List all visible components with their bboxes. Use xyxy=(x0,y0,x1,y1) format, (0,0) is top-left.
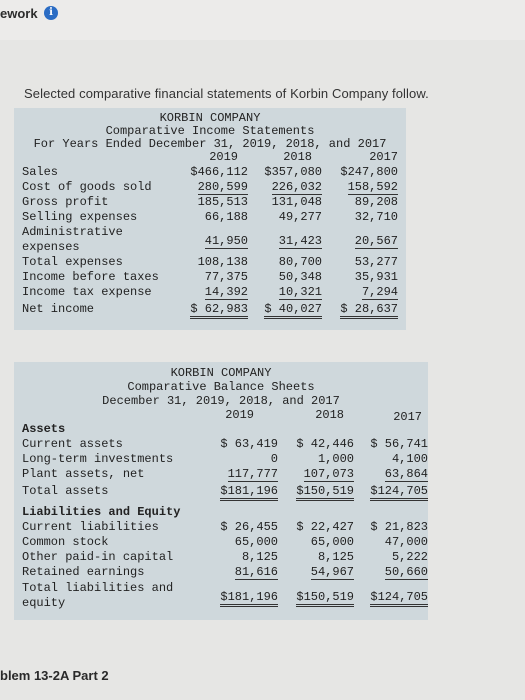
balance-cell: 5,222 xyxy=(391,550,428,564)
income-cell: 80,700 xyxy=(278,255,322,269)
income-period: For Years Ended December 31, 2019, 2018, and 2017 xyxy=(33,137,387,151)
income-year-2018: 2018 xyxy=(283,150,312,164)
balance-cell: $ 21,823 xyxy=(370,520,428,534)
income-cell: 108,138 xyxy=(197,255,248,269)
income-cell: $466,112 xyxy=(190,165,248,179)
income-row-label: Income before taxes xyxy=(22,270,159,284)
balance-cell: $150,519 xyxy=(296,484,354,501)
balance-row-label: Retained earnings xyxy=(22,565,145,579)
income-cell: 49,277 xyxy=(278,210,322,224)
balance-cell: 50,660 xyxy=(384,565,428,579)
brand-label: ework xyxy=(0,6,38,21)
income-row-label: Administrative xyxy=(22,225,123,239)
balance-row-label: Current assets xyxy=(22,437,123,451)
balance-cell: 117,777 xyxy=(227,467,278,481)
income-cell: 31,423 xyxy=(278,234,322,248)
income-cell: 10,321 xyxy=(278,285,322,299)
balance-year-2017: 2017 xyxy=(393,410,422,424)
balance-row-label: Total liabilities and xyxy=(22,581,174,595)
income-year-2017: 2017 xyxy=(369,150,398,164)
balance-cell: $150,519 xyxy=(296,590,354,607)
income-cell: 158,592 xyxy=(347,180,398,194)
balance-cell: $181,196 xyxy=(220,590,278,607)
balance-cell: 8,125 xyxy=(317,550,354,564)
balance-row-label: Current liabilities xyxy=(22,520,159,534)
income-row-label: Net income xyxy=(22,302,95,316)
income-row-label: Sales xyxy=(22,165,59,179)
income-title: Comparative Income Statements xyxy=(105,124,315,138)
balance-cell: 65,000 xyxy=(310,535,354,549)
balance-cell: 8,125 xyxy=(241,550,278,564)
balance-row-label: Common stock xyxy=(22,535,109,549)
balance-row-label-cont: equity xyxy=(22,596,66,610)
balance-title: Comparative Balance Sheets xyxy=(127,380,315,394)
income-cell: $ 40,027 xyxy=(264,302,322,319)
income-row-label-cont: expenses xyxy=(22,240,80,254)
liabilities-heading: Liabilities and Equity xyxy=(22,505,181,519)
income-cell: $247,800 xyxy=(340,165,398,179)
balance-cell: $ 56,741 xyxy=(370,437,428,451)
income-row-label: Gross profit xyxy=(22,195,109,209)
income-cell: 41,950 xyxy=(204,234,248,248)
income-cell: 280,599 xyxy=(197,180,248,194)
balance-sheet-table xyxy=(14,362,428,620)
balance-cell: 0 xyxy=(270,452,278,466)
balance-cell: 1,000 xyxy=(317,452,354,466)
income-cell: 131,048 xyxy=(271,195,322,209)
income-cell: 77,375 xyxy=(204,270,248,284)
balance-cell: 47,000 xyxy=(384,535,428,549)
income-cell: 32,710 xyxy=(354,210,398,224)
balance-row-label: Plant assets, net xyxy=(22,467,145,481)
income-cell: 20,567 xyxy=(354,234,398,248)
balance-period: December 31, 2019, 2018, and 2017 xyxy=(102,394,340,408)
income-cell: 14,392 xyxy=(204,285,248,299)
balance-cell: 65,000 xyxy=(234,535,278,549)
balance-year-2019: 2019 xyxy=(225,408,254,422)
income-cell: 7,294 xyxy=(361,285,398,299)
balance-cell: 54,967 xyxy=(310,565,354,579)
balance-cell: 4,100 xyxy=(391,452,428,466)
balance-year-2018: 2018 xyxy=(315,408,344,422)
balance-row-label: Total assets xyxy=(22,484,109,498)
income-cell: 50,348 xyxy=(278,270,322,284)
income-cell: 185,513 xyxy=(197,195,248,209)
balance-cell: 63,864 xyxy=(384,467,428,481)
income-cell: 53,277 xyxy=(354,255,398,269)
balance-cell: $ 63,419 xyxy=(220,437,278,451)
balance-row-label: Long-term investments xyxy=(22,452,174,466)
income-row-label: Total expenses xyxy=(22,255,123,269)
balance-cell: $ 22,427 xyxy=(296,520,354,534)
balance-cell: 107,073 xyxy=(303,467,354,481)
income-row-label: Income tax expense xyxy=(22,285,152,299)
top-bar xyxy=(0,0,525,40)
balance-cell: $ 26,455 xyxy=(220,520,278,534)
income-cell: $ 28,637 xyxy=(340,302,398,319)
income-cell: 35,931 xyxy=(354,270,398,284)
balance-cell: $181,196 xyxy=(220,484,278,501)
income-cell: $ 62,983 xyxy=(190,302,248,319)
income-cell: 66,188 xyxy=(204,210,248,224)
income-cell: $357,080 xyxy=(264,165,322,179)
balance-company-name: KORBIN COMPANY xyxy=(170,366,272,380)
balance-cell: $124,705 xyxy=(370,484,428,501)
balance-cell: $ 42,446 xyxy=(296,437,354,451)
intro-text: Selected comparative financial statements of Korbin Company follow. xyxy=(24,86,429,101)
problem-part-label[interactable]: blem 13-2A Part 2 xyxy=(0,668,109,683)
balance-cell: $124,705 xyxy=(370,590,428,607)
income-company-name: KORBIN COMPANY xyxy=(159,111,261,125)
income-row-label: Selling expenses xyxy=(22,210,138,224)
balance-cell: 81,616 xyxy=(234,565,278,579)
income-cell: 89,208 xyxy=(354,195,398,209)
income-year-2019: 2019 xyxy=(209,150,238,164)
income-row-label: Cost of goods sold xyxy=(22,180,152,194)
info-icon[interactable]: i xyxy=(44,6,58,20)
assets-heading: Assets xyxy=(22,422,66,436)
income-statement-table xyxy=(14,108,406,330)
balance-row-label: Other paid-in capital xyxy=(22,550,174,564)
income-cell: 226,032 xyxy=(271,180,322,194)
